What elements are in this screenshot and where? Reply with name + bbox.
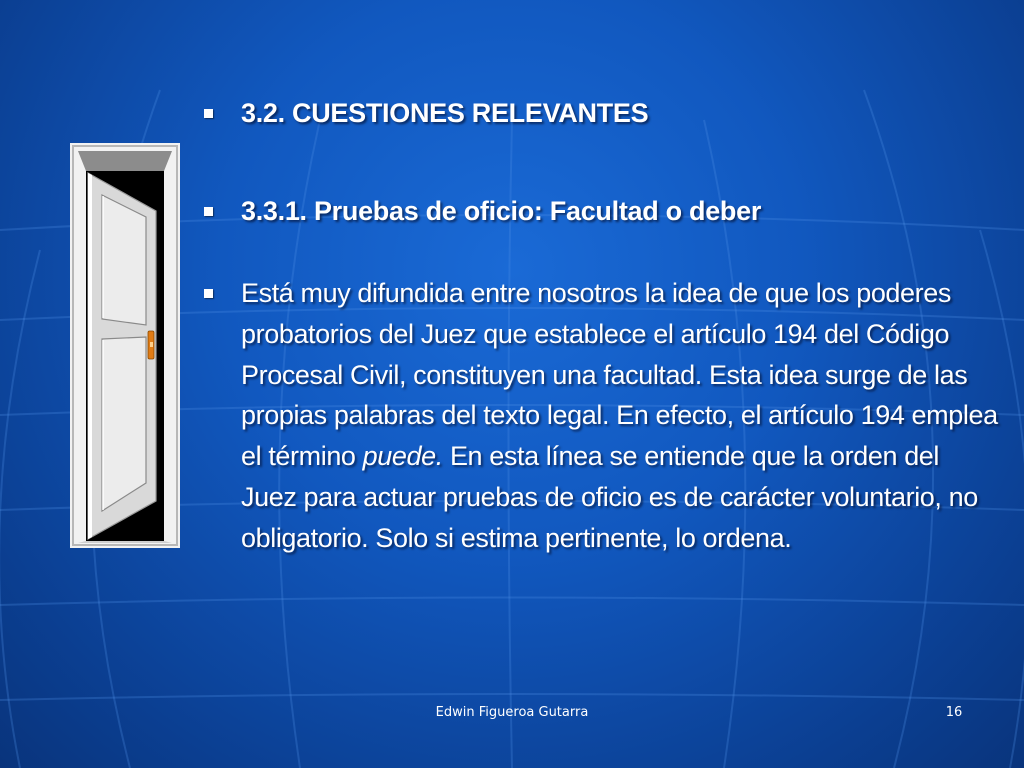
- square-bullet-icon: [204, 207, 213, 216]
- section-title: 3.2. CUESTIONES RELEVANTES: [241, 98, 649, 128]
- square-bullet-icon: [204, 289, 213, 298]
- square-bullet-icon: [204, 109, 213, 118]
- paragraph-text-continued: En esta línea se entiende que la orden del Juez para actuar pruebas de oficio es de carácter voluntario, no obligatorio. Solo si estima pertinente, lo ordena.: [241, 441, 978, 553]
- bullet-list: [200, 95, 1000, 559]
- subsection-title: 3.3.1. Pruebas de oficio: Facultad o deber: [241, 196, 762, 226]
- open-door-icon: [70, 143, 180, 548]
- footer-author: Edwin Figueroa Gutarra: [435, 705, 589, 720]
- slide-number: 16: [945, 705, 963, 720]
- paragraph-italic-term: puede.: [362, 441, 443, 472]
- paragraph-text: Está muy difundida entre nosotros la idea de que los poderes probatorios del Juez que establece el artículo 194 del Código Procesal Civil, constituyen una facultad. Esta idea surge de las propias palabras del texto legal. En efecto, el artículo 194 emplea el término: [241, 278, 998, 472]
- bullet-item-subsection-title: [200, 193, 1000, 229]
- bullet-item-paragraph: [200, 273, 1000, 559]
- bullet-item-section-title: [200, 95, 1000, 131]
